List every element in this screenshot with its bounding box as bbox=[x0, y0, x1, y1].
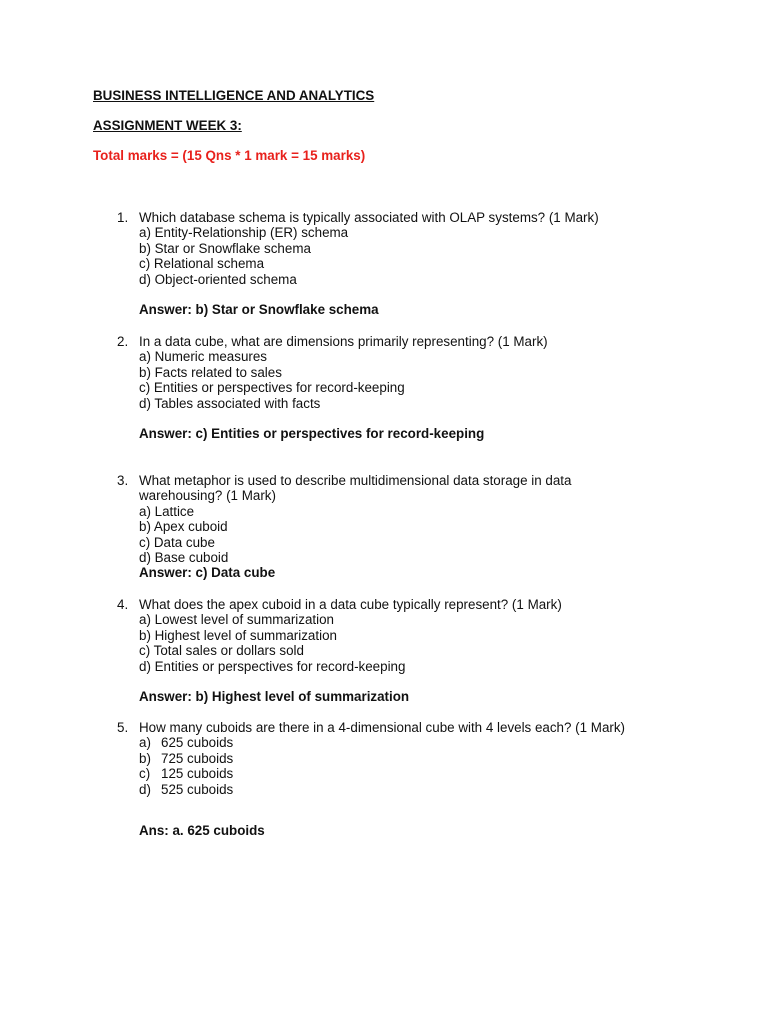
option-text: 125 cuboids bbox=[161, 766, 234, 782]
option-d: d) Object-oriented schema bbox=[139, 271, 297, 287]
option-text: 725 cuboids bbox=[161, 750, 234, 766]
total-marks-note: Total marks = (15 Qns * 1 mark = 15 marks) bbox=[93, 148, 366, 163]
option-text: 525 cuboids bbox=[161, 781, 234, 797]
question-text: How many cuboids are there in a 4-dimensional cube with 4 levels each? (1 Mark) bbox=[139, 720, 626, 735]
option-label: d) bbox=[139, 781, 151, 797]
question-text: Which database schema is typically associated with OLAP systems? (1 Mark) bbox=[139, 210, 599, 225]
option-b: b) Star or Snowflake schema bbox=[139, 240, 311, 256]
option-a bbox=[139, 735, 677, 750]
question-number: 2. bbox=[117, 334, 129, 349]
option-label: b) bbox=[139, 750, 151, 766]
answer: Answer: c) Entities or perspectives for record-keeping bbox=[139, 426, 485, 442]
answer: Answer: b) Highest level of summarization bbox=[139, 689, 410, 705]
option-d bbox=[139, 782, 677, 797]
option-c: c) Data cube bbox=[139, 534, 215, 550]
document-title: BUSINESS INTELLIGENCE AND ANALYTICS bbox=[93, 88, 375, 103]
answer: Ans: a. 625 cuboids bbox=[139, 823, 265, 839]
option-c: c) Entities or perspectives for record-keeping bbox=[139, 380, 405, 396]
option-b: b) Apex cuboid bbox=[139, 519, 228, 535]
question-5 bbox=[117, 720, 677, 838]
option-label: c) bbox=[139, 766, 151, 782]
question-number: 5. bbox=[117, 720, 129, 735]
question-text: What does the apex cuboid in a data cube typically represent? (1 Mark) bbox=[139, 597, 562, 612]
option-c: c) Relational schema bbox=[139, 256, 265, 272]
question-1 bbox=[117, 210, 677, 317]
question-number: 4. bbox=[117, 597, 129, 612]
question-number: 1. bbox=[117, 210, 129, 225]
option-d: d) Base cuboid bbox=[139, 550, 229, 566]
assignment-heading: ASSIGNMENT WEEK 3: bbox=[93, 118, 242, 133]
question-text-line-2: warehousing? (1 Mark) bbox=[139, 488, 276, 504]
question-2 bbox=[117, 334, 677, 441]
question-4 bbox=[117, 597, 677, 704]
option-a: a) Lowest level of summarization bbox=[139, 612, 334, 628]
option-text: 625 cuboids bbox=[161, 735, 234, 751]
option-b: b) Facts related to sales bbox=[139, 364, 282, 380]
option-b bbox=[139, 751, 677, 766]
option-c bbox=[139, 766, 677, 781]
question-text: In a data cube, what are dimensions primarily representing? (1 Mark) bbox=[139, 334, 548, 349]
option-a: a) Entity-Relationship (ER) schema bbox=[139, 225, 349, 241]
answer: Answer: b) Star or Snowflake schema bbox=[139, 302, 379, 318]
question-number: 3. bbox=[117, 473, 129, 488]
question-text-line-1: What metaphor is used to describe multidimensional data storage in data bbox=[139, 473, 572, 488]
option-a: a) Lattice bbox=[139, 503, 195, 519]
option-b: b) Highest level of summarization bbox=[139, 627, 337, 643]
option-d: d) Entities or perspectives for record-keeping bbox=[139, 658, 406, 674]
option-c: c) Total sales or dollars sold bbox=[139, 643, 304, 659]
answer: Answer: c) Data cube bbox=[139, 565, 276, 581]
option-a: a) Numeric measures bbox=[139, 349, 267, 365]
question-3 bbox=[117, 473, 677, 581]
option-d: d) Tables associated with facts bbox=[139, 395, 321, 411]
option-label: a) bbox=[139, 735, 151, 751]
